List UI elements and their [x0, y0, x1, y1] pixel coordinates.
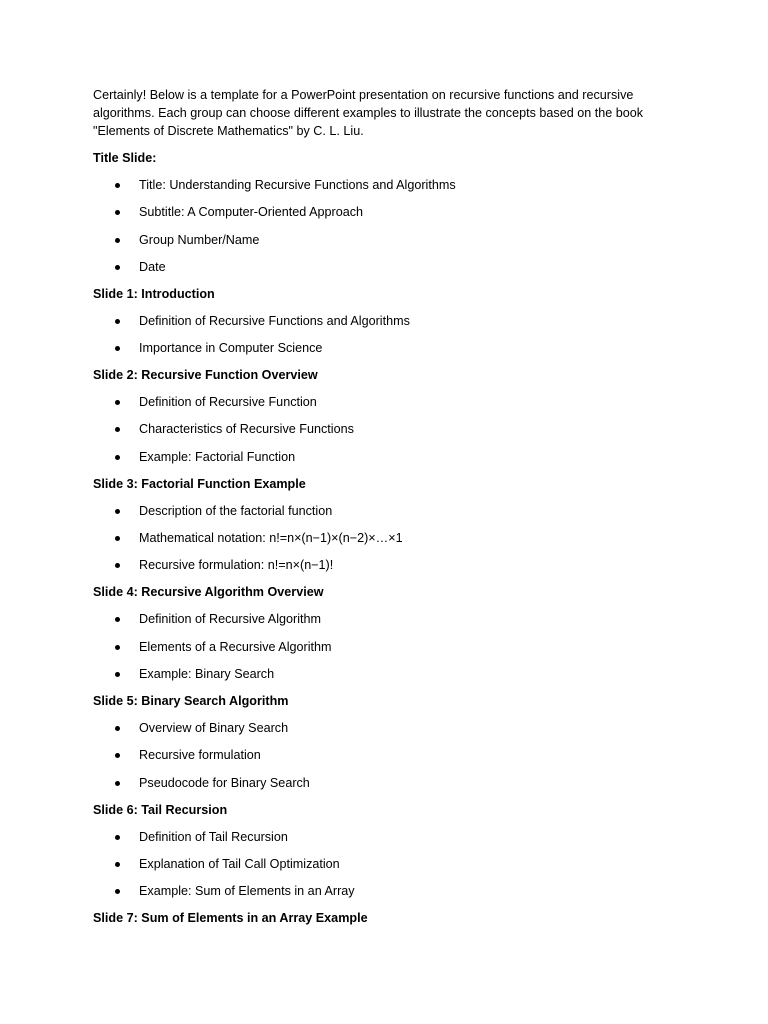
list-item [93, 203, 673, 221]
bullet-list [93, 393, 673, 466]
bullet-icon [115, 835, 120, 840]
list-item-text: Example: Binary Search [139, 666, 275, 681]
list-item [93, 312, 673, 330]
list-item [93, 529, 673, 547]
bullet-icon [115, 726, 120, 731]
list-item-text: Title: Understanding Recursive Functions and Algorithms [139, 178, 456, 192]
list-item-text: Description of the factorial function [139, 503, 333, 518]
section-slide-4 [93, 583, 673, 683]
bullet-icon [115, 536, 120, 541]
list-item [93, 420, 673, 438]
bullet-icon [115, 238, 120, 243]
section-heading: Title Slide: [93, 151, 157, 165]
bullet-icon [115, 427, 120, 432]
document-body [93, 86, 673, 927]
list-item-text: Group Number/Name [139, 232, 260, 247]
section-heading: Slide 2: Recursive Function Overview [93, 368, 318, 383]
list-item-text: Definition of Recursive Functions and Algorithms [139, 313, 410, 328]
bullet-icon [115, 346, 120, 351]
math-notation-text: Mathematical notation: n!=n×(n−1)×(n−2)×…×1 [139, 531, 403, 546]
list-item-text: Definition of Tail Recursion [139, 829, 288, 844]
bullet-icon [115, 753, 120, 758]
list-item [93, 746, 673, 764]
bullet-icon [115, 319, 120, 324]
list-item-text: Subtitle: A Computer-Oriented Approach [139, 205, 364, 220]
list-item-text: Date [139, 259, 166, 274]
list-item [93, 855, 673, 873]
section-heading: Slide 4: Recursive Algorithm Overview [93, 585, 324, 600]
section-slide-3 [93, 475, 673, 575]
list-item [93, 231, 673, 249]
bullet-icon [115, 889, 120, 894]
bullet-list [93, 828, 673, 901]
bullet-icon [115, 617, 120, 622]
list-item-text: Characteristics of Recursive Functions [139, 422, 354, 437]
section-heading: Slide 5: Binary Search Algorithm [93, 693, 289, 708]
bullet-icon [115, 862, 120, 867]
list-item [93, 719, 673, 737]
bullet-list [93, 176, 673, 276]
list-item [93, 610, 673, 628]
list-item [93, 882, 673, 900]
section-slide-7 [93, 909, 673, 927]
list-item-text: Definition of Recursive Algorithm [139, 612, 321, 627]
list-item [93, 502, 673, 520]
list-item-text: Definition of Recursive Function [139, 395, 317, 410]
section-title-slide [93, 149, 673, 276]
list-item-text: Overview of Binary Search [139, 720, 289, 735]
section-slide-1 [93, 285, 673, 357]
list-item [93, 258, 673, 276]
bullet-list [93, 719, 673, 792]
bullet-icon [115, 509, 120, 514]
section-heading: Slide 1: Introduction [93, 286, 215, 301]
list-item-text: Explanation of Tail Call Optimization [139, 856, 340, 871]
list-item [93, 448, 673, 466]
list-item [93, 638, 673, 656]
bullet-icon [115, 672, 120, 677]
list-item-text: Elements of a Recursive Algorithm [139, 639, 332, 654]
bullet-list [93, 502, 673, 575]
bullet-icon [115, 400, 120, 405]
list-item-text: Example: Factorial Function [139, 449, 296, 464]
section-slide-6 [93, 801, 673, 901]
list-item-text: Recursive formulation [139, 748, 261, 763]
bullet-icon [115, 183, 120, 188]
list-item [93, 665, 673, 683]
bullet-icon [115, 210, 120, 215]
list-item [93, 393, 673, 411]
section-slide-2 [93, 366, 673, 466]
list-item [93, 774, 673, 792]
bullet-list [93, 312, 673, 357]
section-heading: Slide 6: Tail Recursion [93, 802, 228, 817]
list-item [93, 339, 673, 357]
bullet-icon [115, 265, 120, 270]
list-item [93, 556, 673, 574]
bullet-icon [115, 455, 120, 460]
intro-paragraph: Certainly! Below is a template for a PowerPoint presentation on recursive functions and recursive algorithms. Each group can choose different examples to illustrate the concepts based on the book "Elements of Discrete Mathematics" by C. L. Liu. [93, 88, 644, 138]
bullet-icon [115, 563, 120, 568]
section-heading: Slide 3: Factorial Function Example [93, 476, 306, 491]
list-item-text: Importance in Computer Science [139, 341, 323, 356]
bullet-icon [115, 645, 120, 650]
list-item [93, 828, 673, 846]
recursive-formulation-text: Recursive formulation: n!=n×(n−1)! [139, 558, 334, 573]
list-item [93, 176, 673, 194]
section-heading: Slide 7: Sum of Elements in an Array Example [93, 911, 368, 926]
bullet-icon [115, 781, 120, 786]
bullet-list [93, 610, 673, 683]
list-item-text: Example: Sum of Elements in an Array [139, 884, 355, 899]
list-item-text: Pseudocode for Binary Search [139, 775, 310, 790]
section-slide-5 [93, 692, 673, 792]
